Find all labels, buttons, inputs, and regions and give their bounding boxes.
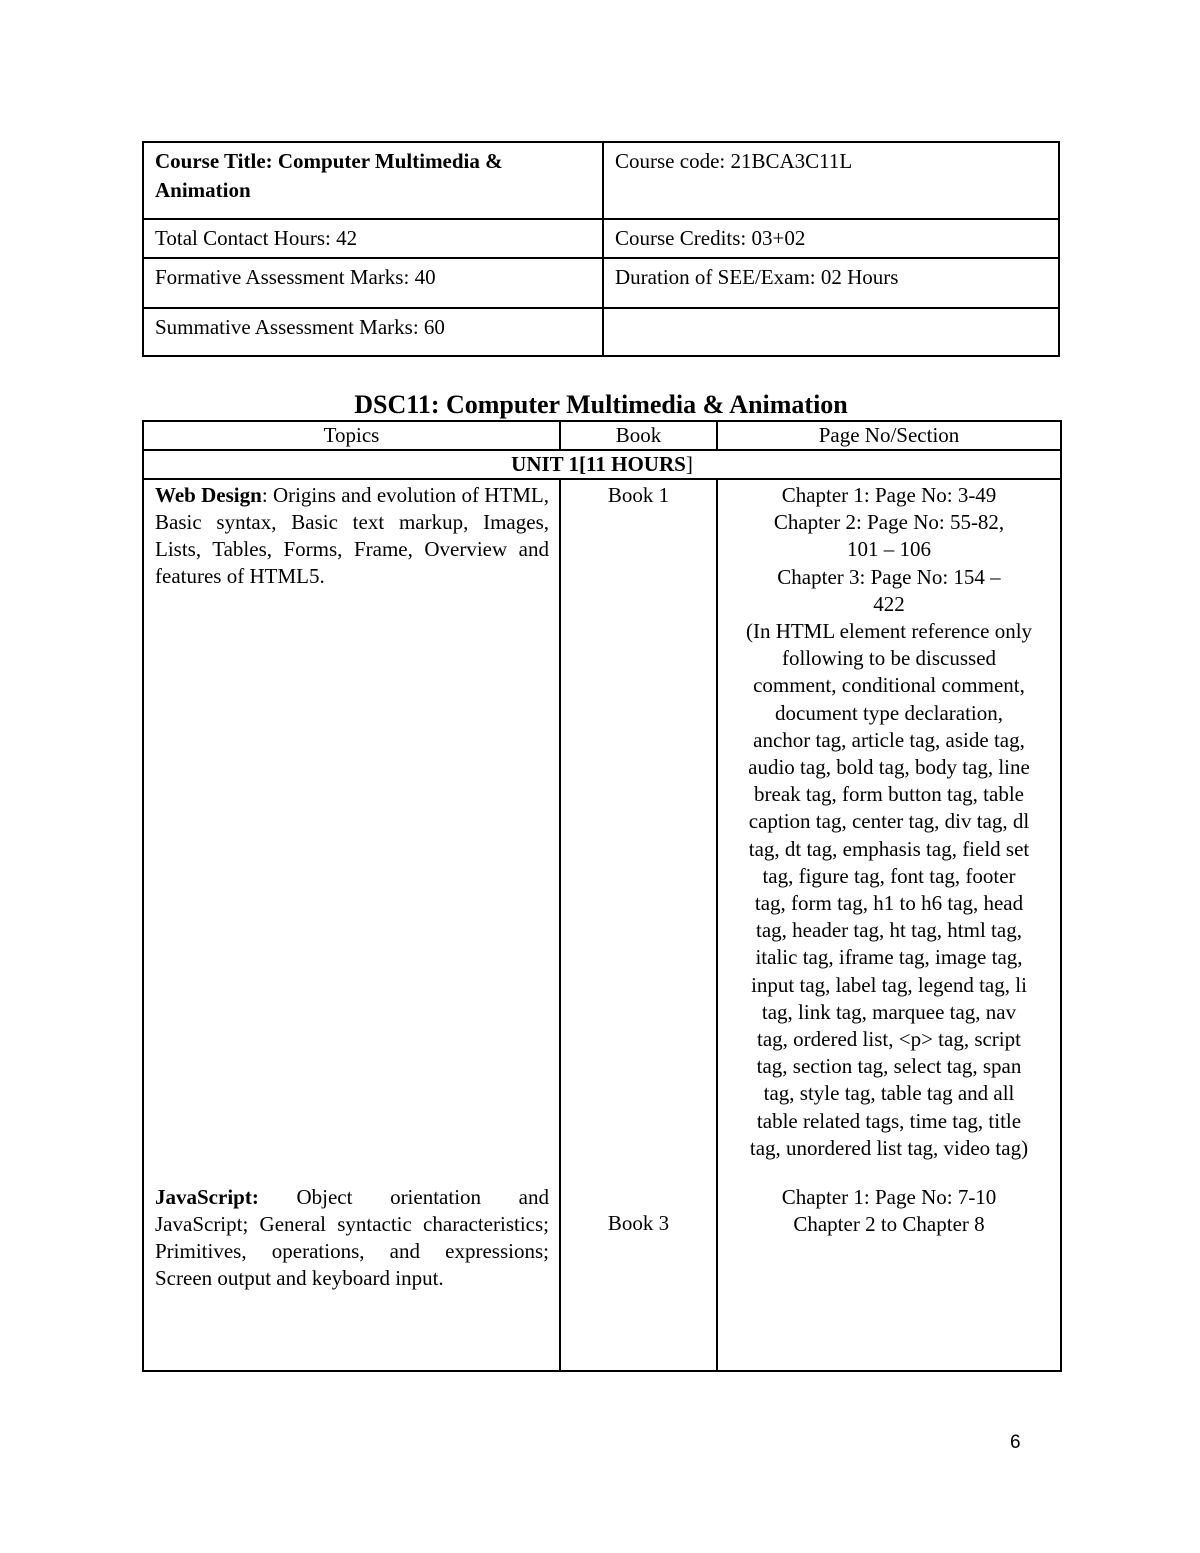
course-credits-cell xyxy=(603,219,1059,258)
topic-title: Web Design xyxy=(155,483,262,507)
topics-cell xyxy=(143,479,560,1371)
page-reference-line: tag, dt tag, emphasis tag, field set xyxy=(748,836,1030,861)
page-reference-line: tag, style tag, table tag and all xyxy=(763,1081,1015,1106)
page-reference-line: Chapter 1: Page No: 7-10 xyxy=(781,1185,997,1209)
table-row xyxy=(143,479,1061,1371)
book-web-design: Book 1 xyxy=(607,483,670,507)
page-reference-line: table related tags, time tag, title xyxy=(756,1108,1022,1133)
course-title-label-line2: Animation xyxy=(155,178,251,202)
page-reference-line: tag, header tag, ht tag, html tag, xyxy=(756,918,1022,943)
page-reference-line: tag, unordered list tag, video tag) xyxy=(749,1135,1029,1160)
page-reference-line: following to be discussed xyxy=(781,646,997,671)
unit-label-cell xyxy=(143,450,1061,479)
topics-table xyxy=(142,420,1062,1372)
topic-web-design xyxy=(144,480,559,1182)
page-reference-line: (In HTML element reference only xyxy=(745,619,1033,644)
contact-hours-cell xyxy=(143,219,603,258)
page-reference-line: Chapter 2: Page No: 55-82, xyxy=(773,510,1005,535)
unit-row xyxy=(143,450,1061,479)
page-number: 6 xyxy=(1010,1432,1021,1453)
course-code-cell xyxy=(603,142,1059,219)
unit-label: UNIT 1[11 HOURS xyxy=(511,452,686,476)
topic-javascript xyxy=(144,1182,559,1292)
page-reference-line: input tag, label tag, legend tag, li xyxy=(751,972,1027,997)
summative-marks: Summative Assessment Marks: 60 xyxy=(155,315,445,339)
page-reference-line: tag, section tag, select tag, span xyxy=(756,1054,1022,1079)
book-cell xyxy=(560,479,717,1371)
page-reference-line: tag, ordered list, <p> tag, script xyxy=(757,1027,1021,1052)
course-credits: Course Credits: 03+02 xyxy=(615,226,806,250)
page-reference-line: comment, conditional comment, xyxy=(753,673,1025,698)
page-reference-line: caption tag, center tag, div tag, dl xyxy=(748,809,1030,834)
page-reference-line: break tag, form button tag, table xyxy=(754,782,1024,807)
column-header-topics: Topics xyxy=(143,421,560,450)
page-reference-line: audio tag, bold tag, body tag, line xyxy=(748,755,1030,780)
topic-title: JavaScript: xyxy=(155,1185,259,1209)
page-reference-line: Chapter 1: Page No: 3-49 xyxy=(781,483,997,507)
page-reference-line: document type declaration, xyxy=(775,700,1003,725)
page-reference-line: anchor tag, article tag, aside tag, xyxy=(753,727,1025,752)
page-reference-line: 422 xyxy=(873,591,905,616)
course-info-table xyxy=(142,141,1060,357)
course-title-label: Course Title: Computer Multimedia & xyxy=(155,149,503,173)
course-code: Course code: 21BCA3C11L xyxy=(615,149,853,173)
page-reference-line: tag, form tag, h1 to h6 tag, head xyxy=(754,891,1024,916)
topic-text: : Origins and evolution of HTML, Basic syntax, Basic text markup, Images, Lists, Tables, Forms, Frame, Overview and features of HTML5. xyxy=(155,483,549,588)
page-reference-line: italic tag, iframe tag, image tag, xyxy=(755,945,1023,970)
exam-duration: Duration of SEE/Exam: 02 Hours xyxy=(615,265,899,289)
page-section-cell xyxy=(717,479,1061,1371)
pages-web-design xyxy=(718,480,1060,1182)
column-header-page: Page No/Section xyxy=(717,421,1061,450)
total-contact-hours: Total Contact Hours: 42 xyxy=(155,226,358,250)
duration-cell xyxy=(603,258,1059,308)
book-javascript: Book 3 xyxy=(607,1211,670,1235)
formative-marks: Formative Assessment Marks: 40 xyxy=(155,265,436,289)
summative-marks-cell xyxy=(143,308,603,356)
page-reference-line: Chapter 2 to Chapter 8 xyxy=(793,1212,985,1237)
empty-cell xyxy=(603,308,1059,356)
topic-text: Object orientation and JavaScript; General syntactic characteristics; Primitives, operations, and expressions; Screen output and keyboard input. xyxy=(155,1185,549,1290)
page-reference-line: Chapter 3: Page No: 154 – xyxy=(777,564,1001,589)
course-title-cell xyxy=(143,142,603,219)
page-reference-line: 101 – 106 xyxy=(847,537,931,562)
page-reference-line: tag, link tag, marquee tag, nav xyxy=(761,999,1017,1024)
column-header-book: Book xyxy=(560,421,717,450)
page-reference-line: tag, figure tag, font tag, footer xyxy=(762,863,1016,888)
header-row xyxy=(143,421,1061,450)
page-title: DSC11: Computer Multimedia & Animation xyxy=(354,390,848,419)
formative-marks-cell xyxy=(143,258,603,308)
unit-label-bracket: ] xyxy=(685,452,693,476)
pages-javascript xyxy=(718,1182,1060,1238)
